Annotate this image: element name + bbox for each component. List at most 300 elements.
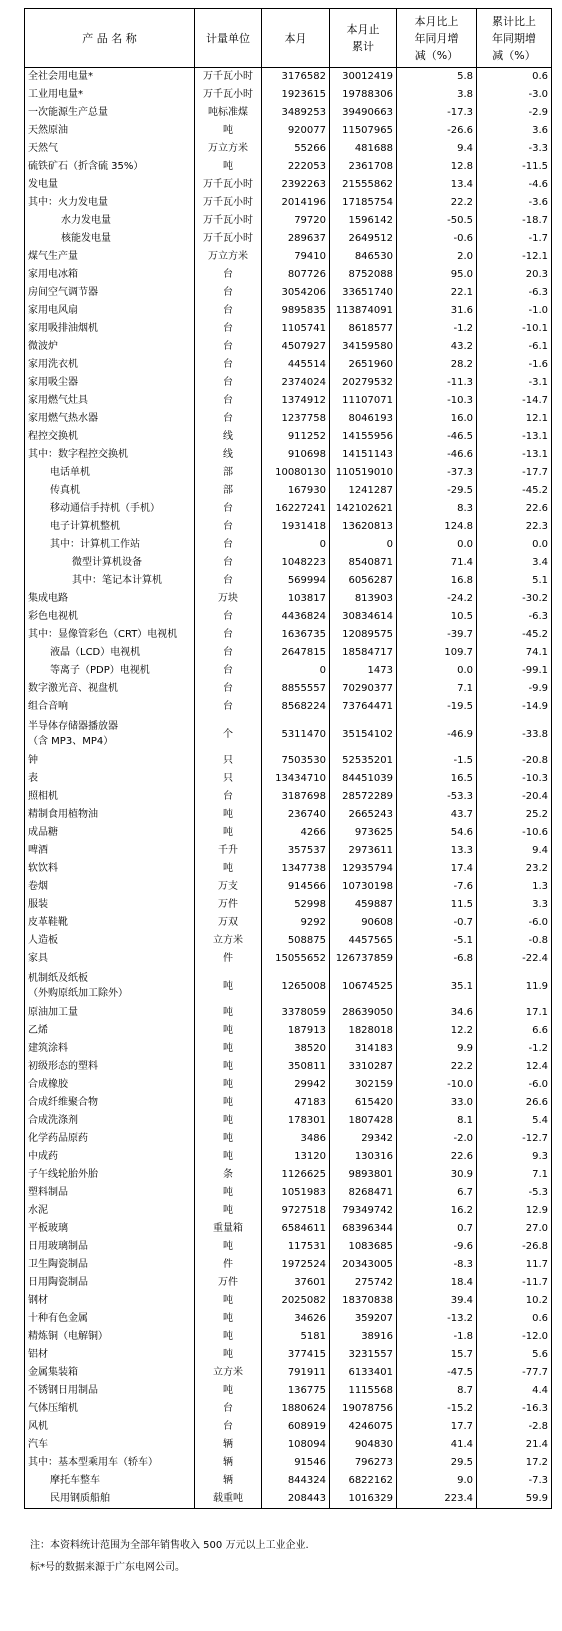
yoy-change-cell: 41.4 xyxy=(397,1436,477,1454)
cumulative-cell: 12935794 xyxy=(330,860,397,878)
product-name-cell xyxy=(25,1436,195,1454)
product-name: 建筑涂料 xyxy=(28,1043,68,1054)
unit-cell: 吨 xyxy=(195,1328,262,1346)
cumulative-yoy-cell: -99.1 xyxy=(477,662,552,680)
product-name: 人造板 xyxy=(28,935,58,946)
product-name: 精制食用植物油 xyxy=(28,809,98,820)
unit-cell: 台 xyxy=(195,410,262,428)
unit-cell: 台 xyxy=(195,518,262,536)
unit-cell: 万立方米 xyxy=(195,248,262,266)
header-yoy-line3: 减（%） xyxy=(414,48,459,62)
this-month-cell: 914566 xyxy=(262,878,330,896)
product-name-cell xyxy=(25,662,195,680)
product-name: 硫铁矿石（折含硫 35%） xyxy=(28,161,144,172)
this-month-cell: 1636735 xyxy=(262,626,330,644)
unit-cell: 台 xyxy=(195,1400,262,1418)
table-row xyxy=(25,1346,552,1364)
cumulative-yoy-cell: -14.7 xyxy=(477,392,552,410)
yoy-change-cell: -2.0 xyxy=(397,1130,477,1148)
this-month-cell: 9292 xyxy=(262,914,330,932)
table-header xyxy=(25,9,552,68)
table-row xyxy=(25,410,552,428)
yoy-change-cell: 0.0 xyxy=(397,662,477,680)
product-name: 半导体存储器播放器 xyxy=(28,721,118,732)
product-name: 照相机 xyxy=(28,791,58,802)
unit-cell: 万支 xyxy=(195,878,262,896)
this-month-cell: 5311470 xyxy=(262,716,330,752)
this-month-cell: 38520 xyxy=(262,1040,330,1058)
yoy-change-cell: -13.2 xyxy=(397,1310,477,1328)
product-name: 微型计算机设备 xyxy=(72,557,142,568)
product-name-cell xyxy=(25,1166,195,1184)
product-name: 日用玻璃制品 xyxy=(28,1241,88,1252)
table-row xyxy=(25,968,552,1004)
product-name: 其中：计算机工作站 xyxy=(50,539,140,550)
cumulative-cell: 3310287 xyxy=(330,1058,397,1076)
product-name: 十种有色金属 xyxy=(28,1313,88,1324)
cumulative-yoy-cell: -1.2 xyxy=(477,1040,552,1058)
cumulative-cell: 84451039 xyxy=(330,770,397,788)
yoy-change-cell: 16.8 xyxy=(397,572,477,590)
table-row xyxy=(25,914,552,932)
header-cumyoy-line2: 年同期增 xyxy=(492,31,536,45)
unit-cell: 条 xyxy=(195,1166,262,1184)
yoy-change-cell: 22.2 xyxy=(397,194,477,212)
this-month-cell: 0 xyxy=(262,536,330,554)
product-name-cell xyxy=(25,950,195,968)
product-name: 移动通信手持机（手机） xyxy=(50,503,160,514)
unit-cell: 万千瓦小时 xyxy=(195,194,262,212)
table-row xyxy=(25,788,552,806)
yoy-change-cell: 2.0 xyxy=(397,248,477,266)
product-name-continued: （外购原纸加工除外） xyxy=(28,988,128,999)
unit-cell: 吨 xyxy=(195,1076,262,1094)
header-row xyxy=(25,9,552,68)
product-name-cell xyxy=(25,86,195,104)
table-row xyxy=(25,284,552,302)
this-month-cell: 4266 xyxy=(262,824,330,842)
table-row xyxy=(25,392,552,410)
header-yoy-change xyxy=(397,9,477,68)
yoy-change-cell: 30.9 xyxy=(397,1166,477,1184)
table-row xyxy=(25,1274,552,1292)
header-cumulative xyxy=(330,9,397,68)
table-row xyxy=(25,302,552,320)
table-row xyxy=(25,320,552,338)
cumulative-yoy-cell: 9.4 xyxy=(477,842,552,860)
unit-cell: 吨 xyxy=(195,1130,262,1148)
cumulative-cell: 6133401 xyxy=(330,1364,397,1382)
unit-cell: 件 xyxy=(195,1256,262,1274)
cumulative-yoy-cell: -18.7 xyxy=(477,212,552,230)
unit-cell: 吨 xyxy=(195,1310,262,1328)
this-month-cell: 4436824 xyxy=(262,608,330,626)
product-name: 表 xyxy=(28,773,38,784)
product-name-cell xyxy=(25,482,195,500)
unit-cell: 立方米 xyxy=(195,932,262,950)
table-row xyxy=(25,1400,552,1418)
product-name: 卷烟 xyxy=(28,881,48,892)
cumulative-cell: 2651960 xyxy=(330,356,397,374)
unit-cell: 台 xyxy=(195,320,262,338)
product-name-cell xyxy=(25,1400,195,1418)
cumulative-yoy-cell: 74.1 xyxy=(477,644,552,662)
unit-cell: 台 xyxy=(195,626,262,644)
yoy-change-cell: 16.5 xyxy=(397,770,477,788)
product-name-cell xyxy=(25,788,195,806)
this-month-cell: 4507927 xyxy=(262,338,330,356)
unit-cell: 吨 xyxy=(195,1184,262,1202)
product-name-cell xyxy=(25,140,195,158)
unit-cell: 台 xyxy=(195,554,262,572)
this-month-cell: 2392263 xyxy=(262,176,330,194)
product-name-cell xyxy=(25,1364,195,1382)
product-name: 化学药品原药 xyxy=(28,1133,88,1144)
table-row xyxy=(25,446,552,464)
unit-cell: 吨 xyxy=(195,1094,262,1112)
table-row xyxy=(25,752,552,770)
this-month-cell: 47183 xyxy=(262,1094,330,1112)
unit-cell: 台 xyxy=(195,788,262,806)
yoy-change-cell: 33.0 xyxy=(397,1094,477,1112)
this-month-cell: 208443 xyxy=(262,1490,330,1509)
product-name: 子午线轮胎外胎 xyxy=(28,1169,98,1180)
unit-cell: 部 xyxy=(195,464,262,482)
table-row xyxy=(25,518,552,536)
header-cumyoy-line1: 累计比上 xyxy=(492,14,536,28)
product-name: 原油加工量 xyxy=(28,1007,78,1018)
cumulative-yoy-cell: 27.0 xyxy=(477,1220,552,1238)
cumulative-yoy-cell: -45.2 xyxy=(477,626,552,644)
cumulative-yoy-cell: -45.2 xyxy=(477,482,552,500)
this-month-cell: 9895835 xyxy=(262,302,330,320)
table-row xyxy=(25,1040,552,1058)
product-name: 家用燃气灶具 xyxy=(28,395,88,406)
cumulative-cell: 34159580 xyxy=(330,338,397,356)
product-name-cell xyxy=(25,698,195,716)
industrial-output-table xyxy=(24,8,552,1509)
table-row xyxy=(25,338,552,356)
product-name: 初级形态的塑料 xyxy=(28,1061,98,1072)
cumulative-yoy-cell: -1.6 xyxy=(477,356,552,374)
this-month-cell: 34626 xyxy=(262,1310,330,1328)
product-name-cell xyxy=(25,914,195,932)
this-month-cell: 2374024 xyxy=(262,374,330,392)
cumulative-yoy-cell: 23.2 xyxy=(477,860,552,878)
product-name-cell xyxy=(25,536,195,554)
product-name: 民用钢质船舶 xyxy=(50,1493,110,1504)
table-row xyxy=(25,1166,552,1184)
cumulative-yoy-cell: 7.1 xyxy=(477,1166,552,1184)
unit-cell: 台 xyxy=(195,338,262,356)
cumulative-cell: 481688 xyxy=(330,140,397,158)
product-name-cell xyxy=(25,680,195,698)
cumulative-cell: 275742 xyxy=(330,1274,397,1292)
yoy-change-cell: 35.1 xyxy=(397,968,477,1004)
unit-cell: 吨 xyxy=(195,122,262,140)
cumulative-yoy-cell: -4.6 xyxy=(477,176,552,194)
unit-cell: 吨 xyxy=(195,158,262,176)
this-month-cell: 9727518 xyxy=(262,1202,330,1220)
product-name-cell xyxy=(25,176,195,194)
this-month-cell: 508875 xyxy=(262,932,330,950)
footnote-scope: 注：本资料统计范围为全部年销售收入 500 万元以上工业企业. xyxy=(30,1540,309,1551)
this-month-cell: 3486 xyxy=(262,1130,330,1148)
table-row xyxy=(25,194,552,212)
cumulative-yoy-cell: 21.4 xyxy=(477,1436,552,1454)
cumulative-cell: 39490663 xyxy=(330,104,397,122)
unit-cell: 万千瓦小时 xyxy=(195,68,262,87)
unit-cell: 辆 xyxy=(195,1472,262,1490)
yoy-change-cell: 13.3 xyxy=(397,842,477,860)
this-month-cell: 357537 xyxy=(262,842,330,860)
product-name-cell xyxy=(25,1256,195,1274)
product-name: 铝材 xyxy=(28,1349,48,1360)
cumulative-cell: 6822162 xyxy=(330,1472,397,1490)
cumulative-cell: 2665243 xyxy=(330,806,397,824)
product-name-cell xyxy=(25,626,195,644)
this-month-cell: 350811 xyxy=(262,1058,330,1076)
unit-cell: 万块 xyxy=(195,590,262,608)
table-row xyxy=(25,1022,552,1040)
product-name: 其中：数字程控交换机 xyxy=(28,449,128,460)
product-name-cell xyxy=(25,860,195,878)
cumulative-cell: 20343005 xyxy=(330,1256,397,1274)
table-row xyxy=(25,1202,552,1220)
product-name-cell xyxy=(25,518,195,536)
cumulative-yoy-cell: 5.1 xyxy=(477,572,552,590)
table-row xyxy=(25,698,552,716)
cumulative-yoy-cell: 4.4 xyxy=(477,1382,552,1400)
unit-cell: 吨 xyxy=(195,1382,262,1400)
this-month-cell: 807726 xyxy=(262,266,330,284)
product-name-cell xyxy=(25,1040,195,1058)
unit-cell: 只 xyxy=(195,752,262,770)
yoy-change-cell: -0.6 xyxy=(397,230,477,248)
product-name: 彩色电视机 xyxy=(28,611,78,622)
yoy-change-cell: 3.8 xyxy=(397,86,477,104)
yoy-change-cell: 34.6 xyxy=(397,1004,477,1022)
unit-cell: 件 xyxy=(195,950,262,968)
cumulative-yoy-cell: 17.2 xyxy=(477,1454,552,1472)
this-month-cell: 2014196 xyxy=(262,194,330,212)
cumulative-cell: 359207 xyxy=(330,1310,397,1328)
table-row xyxy=(25,842,552,860)
cumulative-yoy-cell: -12.1 xyxy=(477,248,552,266)
cumulative-yoy-cell: -11.7 xyxy=(477,1274,552,1292)
cumulative-yoy-cell: -26.8 xyxy=(477,1238,552,1256)
table-row xyxy=(25,644,552,662)
product-name: 天然气 xyxy=(28,143,58,154)
yoy-change-cell: -53.3 xyxy=(397,788,477,806)
product-name: 其中：显像管彩色（CRT）电视机 xyxy=(28,629,178,640)
product-name-cell xyxy=(25,716,195,752)
product-name-cell xyxy=(25,338,195,356)
cumulative-yoy-cell: 25.2 xyxy=(477,806,552,824)
product-name-cell xyxy=(25,464,195,482)
cumulative-cell: 30834614 xyxy=(330,608,397,626)
yoy-change-cell: 39.4 xyxy=(397,1292,477,1310)
table-row xyxy=(25,1094,552,1112)
cumulative-cell: 20279532 xyxy=(330,374,397,392)
table-row xyxy=(25,1148,552,1166)
unit-cell: 台 xyxy=(195,284,262,302)
product-name-cell xyxy=(25,1112,195,1130)
cumulative-cell: 10730198 xyxy=(330,878,397,896)
this-month-cell: 1237758 xyxy=(262,410,330,428)
product-name: 水泥 xyxy=(28,1205,48,1216)
cumulative-yoy-cell: 6.6 xyxy=(477,1022,552,1040)
statistics-table-wrapper xyxy=(24,8,551,1573)
product-name: 成品糖 xyxy=(28,827,58,838)
product-name: 合成纤维聚合物 xyxy=(28,1097,98,1108)
cumulative-yoy-cell: -14.9 xyxy=(477,698,552,716)
product-name-cell xyxy=(25,68,195,87)
cumulative-cell: 52535201 xyxy=(330,752,397,770)
table-row xyxy=(25,1220,552,1238)
table-row xyxy=(25,1436,552,1454)
cumulative-cell: 19788306 xyxy=(330,86,397,104)
cumulative-yoy-cell: 10.2 xyxy=(477,1292,552,1310)
cumulative-cell: 1596142 xyxy=(330,212,397,230)
yoy-change-cell: 7.1 xyxy=(397,680,477,698)
cumulative-cell: 8618577 xyxy=(330,320,397,338)
cumulative-yoy-cell: 17.1 xyxy=(477,1004,552,1022)
product-name-cell xyxy=(25,122,195,140)
yoy-change-cell: 10.5 xyxy=(397,608,477,626)
this-month-cell: 79410 xyxy=(262,248,330,266)
cumulative-yoy-cell: -2.9 xyxy=(477,104,552,122)
cumulative-yoy-cell: 5.4 xyxy=(477,1112,552,1130)
unit-cell: 台 xyxy=(195,374,262,392)
cumulative-yoy-cell: 59.9 xyxy=(477,1490,552,1509)
yoy-change-cell: -46.5 xyxy=(397,428,477,446)
cumulative-cell: 796273 xyxy=(330,1454,397,1472)
product-name-cell xyxy=(25,374,195,392)
unit-cell: 万件 xyxy=(195,896,262,914)
product-name: 金属集装箱 xyxy=(28,1367,78,1378)
yoy-change-cell: 109.7 xyxy=(397,644,477,662)
product-name: 电子计算机整机 xyxy=(50,521,120,532)
product-name-cell xyxy=(25,230,195,248)
yoy-change-cell: 9.9 xyxy=(397,1040,477,1058)
table-row xyxy=(25,428,552,446)
yoy-change-cell: -39.7 xyxy=(397,626,477,644)
product-name-cell xyxy=(25,356,195,374)
yoy-change-cell: -29.5 xyxy=(397,482,477,500)
cumulative-cell: 79349742 xyxy=(330,1202,397,1220)
cumulative-yoy-cell: -77.7 xyxy=(477,1364,552,1382)
this-month-cell: 1051983 xyxy=(262,1184,330,1202)
cumulative-yoy-cell: -22.4 xyxy=(477,950,552,968)
product-name: 微波炉 xyxy=(28,341,58,352)
header-this-month xyxy=(262,9,330,68)
this-month-cell: 178301 xyxy=(262,1112,330,1130)
unit-cell: 个 xyxy=(195,716,262,752)
unit-cell: 千升 xyxy=(195,842,262,860)
unit-cell: 线 xyxy=(195,428,262,446)
product-name: 钟 xyxy=(28,755,38,766)
table-row xyxy=(25,1472,552,1490)
this-month-cell: 167930 xyxy=(262,482,330,500)
product-name-cell xyxy=(25,896,195,914)
table-row xyxy=(25,878,552,896)
unit-cell: 万千瓦小时 xyxy=(195,230,262,248)
this-month-cell: 1265008 xyxy=(262,968,330,1004)
table-row xyxy=(25,1130,552,1148)
this-month-cell: 91546 xyxy=(262,1454,330,1472)
product-name-cell xyxy=(25,644,195,662)
table-row xyxy=(25,1310,552,1328)
yoy-change-cell: 13.4 xyxy=(397,176,477,194)
this-month-cell: 8568224 xyxy=(262,698,330,716)
cumulative-cell: 38916 xyxy=(330,1328,397,1346)
unit-cell: 吨 xyxy=(195,1238,262,1256)
cumulative-cell: 14155956 xyxy=(330,428,397,446)
unit-cell: 万双 xyxy=(195,914,262,932)
this-month-cell: 445514 xyxy=(262,356,330,374)
table-row xyxy=(25,266,552,284)
this-month-cell: 289637 xyxy=(262,230,330,248)
product-name-cell xyxy=(25,212,195,230)
cumulative-yoy-cell: -12.0 xyxy=(477,1328,552,1346)
yoy-change-cell: -10.0 xyxy=(397,1076,477,1094)
this-month-cell: 377415 xyxy=(262,1346,330,1364)
unit-cell: 吨 xyxy=(195,1292,262,1310)
unit-cell: 万立方米 xyxy=(195,140,262,158)
table-row xyxy=(25,212,552,230)
this-month-cell: 37601 xyxy=(262,1274,330,1292)
unit-cell: 台 xyxy=(195,572,262,590)
product-name: 核能发电量 xyxy=(61,233,111,244)
product-name-cell xyxy=(25,572,195,590)
yoy-change-cell: -46.6 xyxy=(397,446,477,464)
product-name-cell xyxy=(25,1148,195,1166)
product-name: 一次能源生产总量 xyxy=(28,107,108,118)
this-month-cell: 15055652 xyxy=(262,950,330,968)
cumulative-yoy-cell: -6.1 xyxy=(477,338,552,356)
table-row xyxy=(25,104,552,122)
yoy-change-cell: 29.5 xyxy=(397,1454,477,1472)
product-name-cell xyxy=(25,1220,195,1238)
cumulative-cell: 29342 xyxy=(330,1130,397,1148)
this-month-cell: 910698 xyxy=(262,446,330,464)
cumulative-yoy-cell: -11.5 xyxy=(477,158,552,176)
this-month-cell: 108094 xyxy=(262,1436,330,1454)
this-month-cell: 2647815 xyxy=(262,644,330,662)
cumulative-cell: 21555862 xyxy=(330,176,397,194)
product-name: 皮革鞋靴 xyxy=(28,917,68,928)
yoy-change-cell: -26.6 xyxy=(397,122,477,140)
table-body xyxy=(25,68,552,1509)
cumulative-cell: 1115568 xyxy=(330,1382,397,1400)
cumulative-cell: 35154102 xyxy=(330,716,397,752)
table-row xyxy=(25,230,552,248)
product-name: 塑料制品 xyxy=(28,1187,68,1198)
this-month-cell: 136775 xyxy=(262,1382,330,1400)
cumulative-yoy-cell: -1.7 xyxy=(477,230,552,248)
yoy-change-cell: 71.4 xyxy=(397,554,477,572)
product-name-cell xyxy=(25,284,195,302)
cumulative-yoy-cell: -20.8 xyxy=(477,752,552,770)
cumulative-cell: 110519010 xyxy=(330,464,397,482)
this-month-cell: 3489253 xyxy=(262,104,330,122)
cumulative-cell: 130316 xyxy=(330,1148,397,1166)
table-row xyxy=(25,1292,552,1310)
yoy-change-cell: 16.2 xyxy=(397,1202,477,1220)
this-month-cell: 5181 xyxy=(262,1328,330,1346)
yoy-change-cell: 6.7 xyxy=(397,1184,477,1202)
